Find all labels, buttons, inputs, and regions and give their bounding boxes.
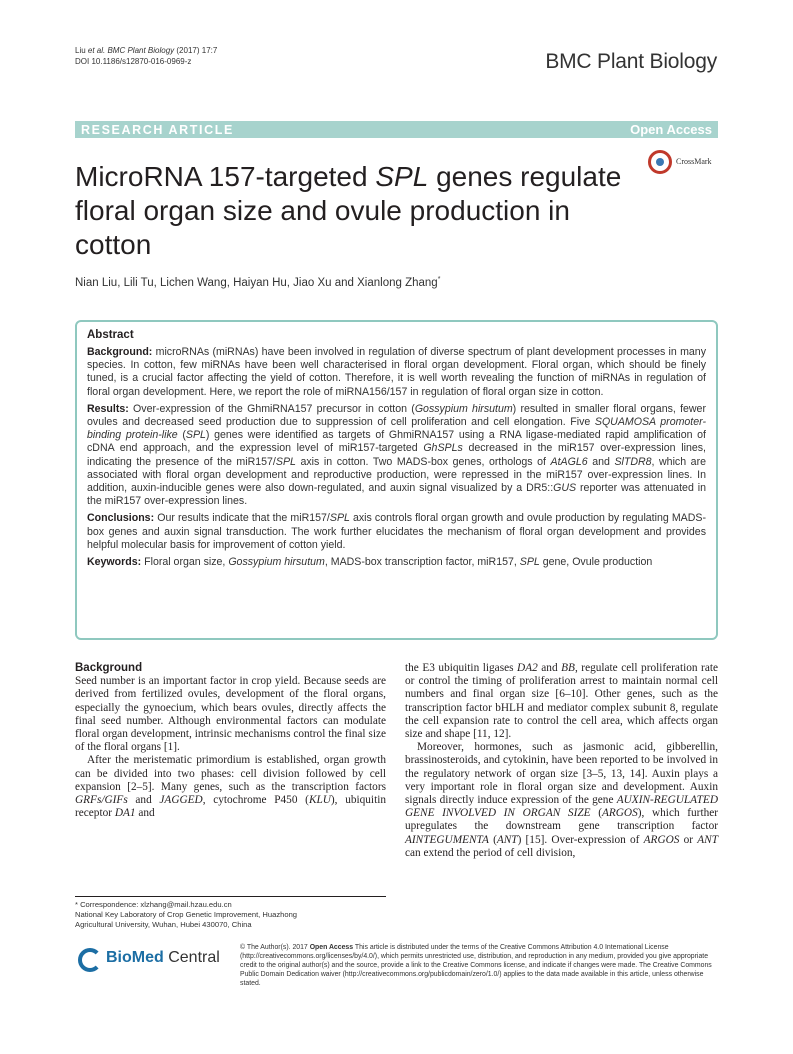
citation-line <box>75 46 217 57</box>
abstract-keywords: Keywords: Floral organ size, Gossypium hirsutum, MADS-box transcription factor, miR157, SPL gene, Ovule production <box>87 556 653 569</box>
title-part1: MicroRNA 157-targeted <box>75 161 376 192</box>
footnote <box>75 900 395 930</box>
citation-volume: (2017) 17:7 <box>174 46 218 55</box>
biomed-logo-icon <box>78 948 102 972</box>
title-part2: genes regulate floral organ size and ovule production in cotton <box>75 161 622 260</box>
body-right-column <box>405 662 718 860</box>
journal-name: BMC Plant Biology <box>545 50 717 73</box>
affiliation-line: Agricultural University, Wuhan, Hubei 430070, China <box>75 920 252 929</box>
corresponding-mark: * <box>437 276 441 283</box>
body-paragraph: Moreover, hormones, such as jasmonic acid, gibberellin, brassinosteroids, and cytokinin, have been reported to be involved in the regulatory network of organ size [3–5, 13, 14]. Auxin plays a very important role in floral organ size and development. Auxin signals directly induce expression of the gene AUXIN-REGULATED GENE INVOLVED IN ORGAN SIZE (ARGOS), which further upregulates the downstream gene transcription factor AINTEGUMENTA (ANT) [15]. Over-expression of ARGOS or ANT can extend the period of cell division, <box>405 741 719 859</box>
affiliation-line: National Key Laboratory of Crop Genetic Improvement, Huazhong <box>75 910 298 919</box>
abstract-heading: Abstract <box>87 329 134 341</box>
citation-etal: et al. <box>87 46 106 55</box>
footnote-divider <box>75 896 386 897</box>
article-type-banner <box>75 121 718 138</box>
title-italic: SPL <box>375 161 429 192</box>
abstract-box <box>75 320 718 640</box>
citation-author: Liu <box>75 46 88 55</box>
article-title <box>75 160 635 262</box>
crossmark-label: CrossMark <box>676 157 712 166</box>
background-heading: Background <box>75 662 143 674</box>
author-names: Nian Liu, Lili Tu, Lichen Wang, Haiyan Hu, Jiao Xu and Xianlong Zhang <box>75 276 438 289</box>
biomed-central-logo <box>78 948 238 974</box>
body-paragraph: the E3 ubiquitin ligases DA2 and BB, regulate cell proliferation rate or control the timing of proliferation arrest to maintain normal cell numbers and final organ size [6–10]. Other genes, such as the transcription factor bHLH and mediator complex subunit 8, regulate the cell expansion rate to control the cell area, which affects organ size and shape [11, 12]. <box>405 662 718 741</box>
body-paragraph: After the meristematic primordium is established, organ growth can be divided into two phases: cell division followed by cell expansion [2–5]. Many genes, such as the transcription factors GRFs/GIFs and JAGGED, cytochrome P450 (KLU), ubiquitin receptor DA1 and <box>75 754 386 820</box>
open-access-label: Open Access <box>630 122 712 137</box>
abstract-background: Background: microRNAs (miRNAs) have been involved in regulation of diverse spectrum of plant development processes in many species. In cotton, few miRNAs have been well characterised in floral organ development. Floral organ, which should be finely tuned, is a crucial factor affecting the yield of cotton. Therefore, it is well worth revealing the function of miRNAs in regulation of floral organ development. Here, we report the role of miRNA156/157 in regulation of floral organ size in cotton. <box>87 346 706 398</box>
citation-journal: BMC Plant Biology <box>105 46 175 55</box>
crossmark-icon <box>648 150 672 174</box>
body-paragraph: Seed number is an important factor in crop yield. Because seeds are derived from fertilized ovules, development of the floral organs, especially the gynoecium, which bears ovules, directly affects the final seed number. Although environmental factors can modulate floral organ development, intrinsic mechanisms control the final size of the floral organs [1]. <box>75 675 386 754</box>
correspondence: * Correspondence: xlzhang@mail.hzau.edu.cn <box>75 900 232 909</box>
license-text: © The Author(s). 2017 Open Access This article is distributed under the terms of the Creative Commons Attribution 4.0 International License (http://creativecommons.org/licenses/by/4.0/), which permits unrestricted use, distribution, and reproduction in any medium, provided you give appropriate credit to the original author(s) and the source, provide a link to the Creative Commons license, and indicate if changes were made. The Creative Commons Public Domain Dedication waiver (http://creativecommons.org/publicdomain/zero/1.0/) applies to the data made available in this article, unless otherwise stated. <box>240 944 712 987</box>
article-type-label: RESEARCH ARTICLE <box>81 122 234 137</box>
doi: DOI 10.1186/s12870-016-0969-z <box>75 56 192 66</box>
body-left-column <box>75 662 386 820</box>
abstract-results: Results: Over-expression of the GhmiRNA157 precursor in cotton (Gossypium hirsutum) resulted in smaller floral organs, fewer ovules and decreased seed production due to suppression of cell proliferation and cell elongation. Five SQUAMOSA promoter-binding protein-like (SPL) genes were identified as targets of GhmiRNA157 using a RNA ligase-mediated rapid amplification of cDNA end approach, and the expression level of miR157-targeted GhSPLs decreased in the miR157 over-expression lines, indicating the presence of the miR157/SPL axis in cotton. Two MADS-box genes, orthologs of AtAGL6 and SlTDR8, which are associated with floral organ development and reproductive production, were repressed in the miR157 over-expression lines. In addition, auxin-inducible genes were also down-regulated, and auxin signal visualized by a DR5::GUS reporter was attenuated in the miR157 over-expression lines. <box>87 402 706 508</box>
biomed-logo-text: BioMed Central <box>106 949 220 966</box>
abstract-conclusions: Conclusions: Our results indicate that the miR157/SPL axis controls floral organ growth and ovule production by regulating MADS-box genes and auxin signal transduction. The work further elucidates the mechanism of floral organ development and provides helpful molecular basis for improvement of cotton yield. <box>87 512 706 551</box>
author-list <box>75 276 440 289</box>
citation-block <box>75 46 217 67</box>
crossmark-badge[interactable] <box>648 150 728 180</box>
